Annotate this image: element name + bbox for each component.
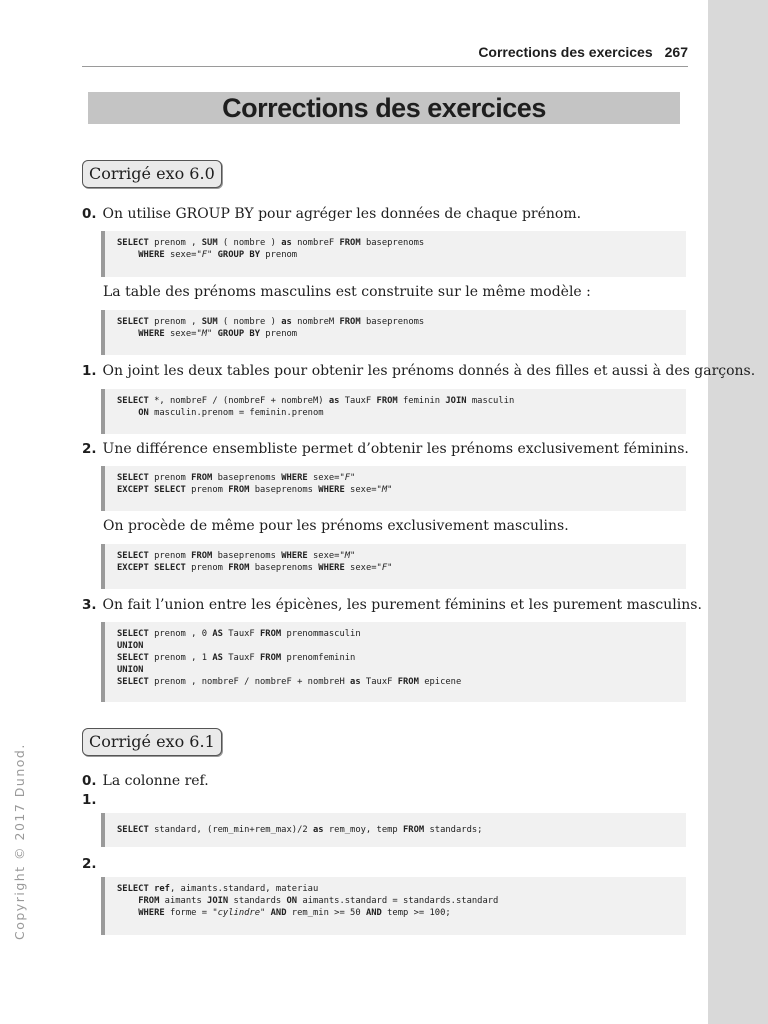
code-text: prenom ,: [148, 317, 202, 327]
code-text: prenom: [260, 329, 298, 339]
item-number: 1.: [82, 792, 97, 808]
item-number: 0.: [82, 773, 97, 789]
code-text: sexe=: [307, 551, 340, 561]
code-line: [117, 883, 686, 895]
code-keyword: FROM: [403, 825, 425, 835]
page-number: 267: [664, 44, 688, 60]
code-keyword: UNION: [117, 641, 144, 651]
code-text: [117, 896, 138, 906]
code-text: standard, (rem_min+rem_max)/2: [148, 825, 313, 835]
item-text: On utilise GROUP BY pour agréger les données de chaque prénom.: [102, 206, 582, 222]
code-keyword: as: [328, 396, 340, 406]
code-text: nombreM: [291, 317, 340, 327]
code-text: *, nombreF / (nombreF + nombreM): [148, 396, 329, 406]
code-keyword: as: [281, 317, 292, 327]
code-text: nombreF: [291, 238, 340, 248]
code-text: ( nombre ): [217, 317, 282, 327]
code-keyword: WHERE: [138, 329, 165, 339]
margin-strip: [708, 0, 768, 1024]
code-text: prenom: [185, 563, 229, 573]
code-keyword: EXCEPT SELECT: [117, 485, 186, 495]
code-line: [117, 895, 686, 907]
copyright-notice: Copyright © 2017 Dunod.: [12, 743, 27, 940]
code-keyword: SELECT: [117, 317, 149, 327]
code-keyword: WHERE: [281, 551, 308, 561]
code-keyword: SELECT: [117, 825, 149, 835]
code-string: "M": [196, 329, 213, 339]
code-text: baseprenoms: [360, 238, 425, 248]
code-keyword: FROM: [228, 563, 250, 573]
item-text: Une différence ensembliste permet d’obtenir les prénoms exclusivement féminins.: [102, 441, 689, 457]
code-text: prenom: [148, 551, 192, 561]
code-keyword: WHERE: [138, 908, 165, 918]
item-number: 0.: [82, 206, 97, 222]
code-keyword: SELECT: [117, 551, 149, 561]
code-keyword: JOIN: [207, 896, 229, 906]
code-keyword: ON: [138, 408, 149, 418]
code-keyword: AND: [270, 908, 287, 918]
code-text: prenom , 1: [148, 653, 213, 663]
code-text: TauxF: [222, 629, 261, 639]
code-text: TauxF: [360, 677, 398, 687]
code-line: [117, 328, 686, 340]
code-keyword: SELECT: [117, 677, 149, 687]
section-title-exo-6-0: Corrigé exo 6.0: [82, 160, 222, 188]
code-block: [101, 622, 686, 702]
item-6-1-1: [82, 791, 103, 809]
code-keyword: FROM: [397, 677, 419, 687]
code-string: "F": [196, 250, 213, 260]
item-number: 3.: [82, 597, 97, 613]
item-6-0-2: [82, 440, 689, 458]
code-keyword: FROM: [138, 896, 160, 906]
code-text: [117, 329, 138, 339]
code-keyword: SUM: [201, 317, 218, 327]
item-number: 1.: [82, 363, 97, 379]
item-text: On joint les deux tables pour obtenir les prénoms donnés à des filles et aussi à des garçons.: [102, 363, 756, 379]
code-line: [117, 484, 686, 496]
item-6-0-1: [82, 362, 755, 380]
code-keyword: WHERE: [138, 250, 165, 260]
item-number: 2.: [82, 441, 97, 457]
code-keyword: FROM: [191, 551, 213, 561]
code-text: baseprenoms: [249, 485, 319, 495]
item-6-0-3: [82, 596, 702, 614]
code-string: "F": [339, 473, 356, 483]
code-block: [101, 877, 686, 935]
code-line: [117, 316, 686, 328]
code-string: "M": [376, 485, 393, 495]
item-text: La colonne ref.: [102, 773, 209, 789]
code-keyword: EXCEPT SELECT: [117, 563, 186, 573]
code-block: [101, 466, 686, 511]
item-6-1-2: [82, 855, 103, 873]
code-keyword: ON: [286, 896, 298, 906]
chapter-title: Corrections des exercices: [88, 92, 680, 124]
code-keyword: FROM: [228, 485, 250, 495]
code-text: [117, 908, 138, 918]
code-text: TauxF: [339, 396, 377, 406]
code-text: prenom ,: [148, 238, 202, 248]
code-keyword: SELECT: [117, 653, 149, 663]
code-text: masculin: [466, 396, 515, 406]
code-block: [101, 389, 686, 434]
code-text: sexe=: [164, 329, 197, 339]
paragraph: La table des prénoms masculins est construite sur le même modèle :: [103, 284, 591, 300]
code-keyword: GROUP BY: [217, 329, 261, 339]
code-text: [117, 250, 138, 260]
code-keyword: WHERE: [318, 563, 345, 573]
code-keyword: AS: [212, 629, 223, 639]
code-keyword: FROM: [339, 238, 361, 248]
code-string: "M": [339, 551, 356, 561]
code-keyword: SELECT: [117, 629, 149, 639]
code-text: sexe=: [164, 250, 197, 260]
code-line: [117, 640, 686, 652]
code-string: "F": [376, 563, 393, 573]
code-line: [117, 472, 686, 484]
code-text: , aimants.standard, materiau: [169, 884, 319, 894]
code-block: [101, 310, 686, 355]
code-text: sexe=: [344, 563, 377, 573]
code-keyword: as: [312, 825, 324, 835]
code-line: [117, 550, 686, 562]
code-keyword: SELECT ref: [117, 884, 170, 894]
code-line: [117, 628, 686, 640]
code-text: standards: [228, 896, 287, 906]
code-text: baseprenoms: [249, 563, 319, 573]
code-keyword: UNION: [117, 665, 144, 675]
code-string: "cylindre": [212, 908, 266, 918]
code-keyword: FROM: [260, 629, 282, 639]
code-text: standards;: [424, 825, 483, 835]
code-keyword: as: [350, 677, 361, 687]
code-text: TauxF: [222, 653, 261, 663]
code-text: sexe=: [344, 485, 377, 495]
code-line: [117, 562, 686, 574]
running-title: Corrections des exercices: [478, 44, 653, 60]
code-text: temp >= 100;: [381, 908, 451, 918]
code-text: aimants: [159, 896, 208, 906]
code-block: [101, 544, 686, 589]
code-text: prenommasculin: [281, 629, 361, 639]
code-text: prenom , nombreF / nombreF + nombreH: [148, 677, 351, 687]
code-keyword: WHERE: [281, 473, 308, 483]
paragraph: On procède de même pour les prénoms exclusivement masculins.: [103, 518, 569, 534]
code-block: [101, 813, 686, 847]
code-text: prenomfeminin: [281, 653, 356, 663]
code-text: epicene: [418, 677, 462, 687]
item-6-0-0: [82, 205, 581, 223]
code-line: [117, 907, 686, 919]
code-keyword: SELECT: [117, 238, 149, 248]
code-block: [101, 231, 686, 277]
code-keyword: FROM: [339, 317, 361, 327]
section-title-exo-6-1: Corrigé exo 6.1: [82, 728, 222, 756]
code-keyword: WHERE: [318, 485, 345, 495]
code-text: masculin.prenom = feminin.prenom: [148, 408, 324, 418]
item-6-1-0: [82, 772, 209, 790]
code-keyword: as: [281, 238, 292, 248]
running-head: [82, 44, 688, 67]
code-keyword: FROM: [191, 473, 213, 483]
code-text: baseprenoms: [212, 473, 282, 483]
code-keyword: SELECT: [117, 473, 149, 483]
code-line: [117, 824, 686, 836]
code-keyword: FROM: [376, 396, 398, 406]
code-keyword: SUM: [201, 238, 218, 248]
code-keyword: AS: [212, 653, 223, 663]
code-text: [117, 408, 138, 418]
code-keyword: AND: [365, 908, 382, 918]
code-line: [117, 652, 686, 664]
code-keyword: SELECT: [117, 396, 149, 406]
code-text: sexe=: [307, 473, 340, 483]
code-text: rem_min >= 50: [286, 908, 366, 918]
code-text: baseprenoms: [212, 551, 282, 561]
code-line: [117, 395, 686, 407]
code-text: prenom: [185, 485, 229, 495]
code-text: ( nombre ): [217, 238, 282, 248]
code-text: aimants.standard = standards.standard: [297, 896, 499, 906]
code-text: prenom , 0: [148, 629, 213, 639]
code-text: prenom: [260, 250, 298, 260]
code-line: [117, 249, 686, 261]
code-text: feminin: [397, 396, 446, 406]
item-text: On fait l’union entre les épicènes, les purement féminins et les purement masculins.: [102, 597, 702, 613]
code-line: [117, 664, 686, 676]
code-keyword: JOIN: [445, 396, 467, 406]
code-keyword: FROM: [260, 653, 282, 663]
code-text: forme =: [164, 908, 213, 918]
code-line: [117, 407, 686, 419]
code-keyword: GROUP BY: [217, 250, 261, 260]
item-number: 2.: [82, 856, 97, 872]
code-text: rem_moy, temp: [323, 825, 404, 835]
code-text: prenom: [148, 473, 192, 483]
code-text: baseprenoms: [360, 317, 425, 327]
code-line: [117, 237, 686, 249]
code-line: [117, 676, 686, 688]
